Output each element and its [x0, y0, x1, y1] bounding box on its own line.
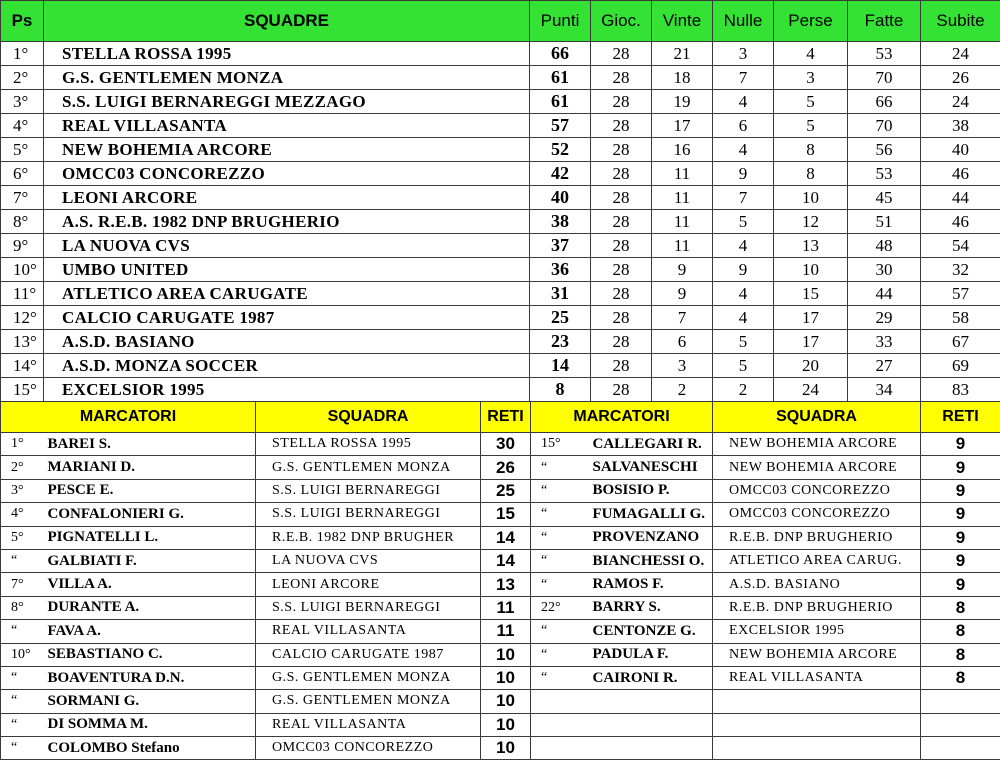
scorer-name: BARRY S.: [591, 596, 713, 619]
position-cell: 10°: [1, 258, 44, 282]
goals-for-cell: 66: [848, 90, 921, 114]
header-goals-against: Subite: [921, 1, 1000, 42]
standings-row: [1, 330, 1000, 354]
scorer-name: PESCE E.: [46, 479, 256, 502]
scorer-team: NEW BOHEMIA ARCORE: [713, 433, 921, 456]
position-cell: 6°: [1, 162, 44, 186]
standings-row: [1, 378, 1000, 402]
header-goals-right: RETI: [921, 402, 1000, 433]
scorer-name: MARIANI D.: [46, 456, 256, 479]
lost-cell: 8: [774, 138, 848, 162]
goals-for-cell: 56: [848, 138, 921, 162]
scorer-name: GALBIATI F.: [46, 549, 256, 572]
drawn-cell: 5: [713, 210, 774, 234]
scorer-position: [531, 737, 591, 760]
scorer-team: REAL VILLASANTA: [256, 713, 481, 736]
goals-against-cell: 58: [921, 306, 1000, 330]
goals-against-cell: 57: [921, 282, 1000, 306]
scorer-goals: 11: [481, 620, 531, 643]
scorer-name: COLOMBO Stefano: [46, 737, 256, 760]
scorer-position: 7°: [1, 573, 46, 596]
played-cell: 28: [591, 114, 652, 138]
scorer-position: “: [1, 737, 46, 760]
scorers-row: [1, 666, 1000, 689]
scorers-row: [1, 479, 1000, 502]
scorer-team: STELLA ROSSA 1995: [256, 433, 481, 456]
played-cell: 28: [591, 42, 652, 66]
goals-against-cell: 69: [921, 354, 1000, 378]
won-cell: 11: [652, 186, 713, 210]
scorers-row: [1, 503, 1000, 526]
standings-row: [1, 138, 1000, 162]
scorer-position: 1°: [1, 433, 46, 456]
scorer-team: OMCC03 CONCOREZZO: [713, 503, 921, 526]
won-cell: 3: [652, 354, 713, 378]
scorer-team: LA NUOVA CVS: [256, 549, 481, 572]
won-cell: 11: [652, 162, 713, 186]
goals-against-cell: 44: [921, 186, 1000, 210]
scorer-position: [531, 713, 591, 736]
team-name-cell: S.S. LUIGI BERNAREGGI MEZZAGO: [44, 90, 530, 114]
scorer-name: PROVENZANO: [591, 526, 713, 549]
scorer-goals: 10: [481, 666, 531, 689]
drawn-cell: 5: [713, 330, 774, 354]
scorers-row: [1, 713, 1000, 736]
scorer-team: G.S. GENTLEMEN MONZA: [256, 690, 481, 713]
scorer-goals: 10: [481, 737, 531, 760]
position-cell: 7°: [1, 186, 44, 210]
played-cell: 28: [591, 282, 652, 306]
won-cell: 17: [652, 114, 713, 138]
scorer-position: “: [1, 666, 46, 689]
drawn-cell: 4: [713, 234, 774, 258]
scorer-name: BAREI S.: [46, 433, 256, 456]
standings-row: [1, 162, 1000, 186]
scorer-name: PADULA F.: [591, 643, 713, 666]
scorer-name: BIANCHESSI O.: [591, 549, 713, 572]
scorer-position: 5°: [1, 526, 46, 549]
points-cell: 61: [530, 90, 591, 114]
standings-header-row: [1, 1, 1000, 42]
goals-for-cell: 70: [848, 114, 921, 138]
scorer-position: 15°: [531, 433, 591, 456]
scorer-name: BOSISIO P.: [591, 479, 713, 502]
played-cell: 28: [591, 378, 652, 402]
scorer-goals: 10: [481, 713, 531, 736]
header-drawn: Nulle: [713, 1, 774, 42]
goals-for-cell: 44: [848, 282, 921, 306]
position-cell: 2°: [1, 66, 44, 90]
standings-row: [1, 42, 1000, 66]
scorer-position: “: [531, 643, 591, 666]
lost-cell: 5: [774, 90, 848, 114]
standings-body: [1, 42, 1000, 402]
scorer-name: [591, 737, 713, 760]
goals-for-cell: 53: [848, 162, 921, 186]
points-cell: 37: [530, 234, 591, 258]
position-cell: 4°: [1, 114, 44, 138]
standings-row: [1, 234, 1000, 258]
team-name-cell: ATLETICO AREA CARUGATE: [44, 282, 530, 306]
team-name-cell: LEONI ARCORE: [44, 186, 530, 210]
scorer-name: SORMANI G.: [46, 690, 256, 713]
points-cell: 36: [530, 258, 591, 282]
points-cell: 38: [530, 210, 591, 234]
scorers-row: [1, 620, 1000, 643]
scorer-position: “: [531, 526, 591, 549]
points-cell: 31: [530, 282, 591, 306]
scorer-position: 22°: [531, 596, 591, 619]
goals-against-cell: 26: [921, 66, 1000, 90]
position-cell: 9°: [1, 234, 44, 258]
scorers-row: [1, 690, 1000, 713]
scorer-name: DURANTE A.: [46, 596, 256, 619]
lost-cell: 17: [774, 330, 848, 354]
goals-against-cell: 67: [921, 330, 1000, 354]
scorer-team: CALCIO CARUGATE 1987: [256, 643, 481, 666]
scorer-team: NEW BOHEMIA ARCORE: [713, 456, 921, 479]
points-cell: 61: [530, 66, 591, 90]
scorers-row: [1, 433, 1000, 456]
drawn-cell: 4: [713, 90, 774, 114]
scorer-team: [713, 713, 921, 736]
standings-row: [1, 114, 1000, 138]
scorer-team: G.S. GENTLEMEN MONZA: [256, 456, 481, 479]
goals-for-cell: 34: [848, 378, 921, 402]
drawn-cell: 7: [713, 66, 774, 90]
scorer-goals: 13: [481, 573, 531, 596]
points-cell: 25: [530, 306, 591, 330]
drawn-cell: 4: [713, 138, 774, 162]
header-team-left: SQUADRA: [256, 402, 481, 433]
goals-for-cell: 33: [848, 330, 921, 354]
points-cell: 66: [530, 42, 591, 66]
scorer-team: S.S. LUIGI BERNAREGGI: [256, 503, 481, 526]
scorer-position: “: [531, 479, 591, 502]
goals-for-cell: 30: [848, 258, 921, 282]
lost-cell: 17: [774, 306, 848, 330]
standings-row: [1, 354, 1000, 378]
scorer-team: R.E.B. 1982 DNP BRUGHER: [256, 526, 481, 549]
points-cell: 42: [530, 162, 591, 186]
scorer-goals: 10: [481, 643, 531, 666]
won-cell: 9: [652, 258, 713, 282]
scorer-position: 2°: [1, 456, 46, 479]
scorer-team: [713, 690, 921, 713]
scorer-name: VILLA A.: [46, 573, 256, 596]
standings-row: [1, 282, 1000, 306]
header-scorers-right: MARCATORI: [531, 402, 713, 433]
scorer-position: 8°: [1, 596, 46, 619]
won-cell: 2: [652, 378, 713, 402]
drawn-cell: 9: [713, 162, 774, 186]
scorer-position: [531, 690, 591, 713]
lost-cell: 10: [774, 258, 848, 282]
lost-cell: 3: [774, 66, 848, 90]
header-team: SQUADRE: [44, 1, 530, 42]
played-cell: 28: [591, 90, 652, 114]
scorer-goals: 8: [921, 596, 1000, 619]
scorer-team: [713, 737, 921, 760]
goals-against-cell: 38: [921, 114, 1000, 138]
won-cell: 11: [652, 234, 713, 258]
team-name-cell: A.S.D. MONZA SOCCER: [44, 354, 530, 378]
played-cell: 28: [591, 306, 652, 330]
scorers-row: [1, 737, 1000, 760]
scorer-name: FUMAGALLI G.: [591, 503, 713, 526]
played-cell: 28: [591, 258, 652, 282]
goals-for-cell: 27: [848, 354, 921, 378]
team-name-cell: STELLA ROSSA 1995: [44, 42, 530, 66]
header-scorers-left: MARCATORI: [1, 402, 256, 433]
scorer-goals: 9: [921, 503, 1000, 526]
scorers-row: [1, 596, 1000, 619]
scorer-goals: 9: [921, 573, 1000, 596]
position-cell: 12°: [1, 306, 44, 330]
points-cell: 8: [530, 378, 591, 402]
goals-against-cell: 46: [921, 210, 1000, 234]
goals-for-cell: 48: [848, 234, 921, 258]
team-name-cell: G.S. GENTLEMEN MONZA: [44, 66, 530, 90]
won-cell: 6: [652, 330, 713, 354]
drawn-cell: 7: [713, 186, 774, 210]
lost-cell: 4: [774, 42, 848, 66]
team-name-cell: NEW BOHEMIA ARCORE: [44, 138, 530, 162]
played-cell: 28: [591, 186, 652, 210]
goals-for-cell: 53: [848, 42, 921, 66]
scorer-team: ATLETICO AREA CARUG.: [713, 549, 921, 572]
goals-against-cell: 40: [921, 138, 1000, 162]
scorer-team: REAL VILLASANTA: [713, 666, 921, 689]
goals-against-cell: 24: [921, 42, 1000, 66]
scorer-team: S.S. LUIGI BERNAREGGI: [256, 479, 481, 502]
drawn-cell: 5: [713, 354, 774, 378]
drawn-cell: 4: [713, 306, 774, 330]
scorer-name: SEBASTIANO C.: [46, 643, 256, 666]
points-cell: 40: [530, 186, 591, 210]
scorer-team: G.S. GENTLEMEN MONZA: [256, 666, 481, 689]
scorer-goals: 30: [481, 433, 531, 456]
header-lost: Perse: [774, 1, 848, 42]
scorer-position: “: [531, 666, 591, 689]
scorer-goals: [921, 737, 1000, 760]
won-cell: 21: [652, 42, 713, 66]
header-played: Gioc.: [591, 1, 652, 42]
header-goals-left: RETI: [481, 402, 531, 433]
scorer-team: S.S. LUIGI BERNAREGGI: [256, 596, 481, 619]
scorer-team: A.S.D. BASIANO: [713, 573, 921, 596]
scorer-goals: 11: [481, 596, 531, 619]
scorer-position: 10°: [1, 643, 46, 666]
scorers-row: [1, 456, 1000, 479]
position-cell: 14°: [1, 354, 44, 378]
scorer-position: “: [531, 573, 591, 596]
won-cell: 16: [652, 138, 713, 162]
header-position: Ps: [1, 1, 44, 42]
scorer-team: OMCC03 CONCOREZZO: [256, 737, 481, 760]
points-cell: 14: [530, 354, 591, 378]
header-goals-for: Fatte: [848, 1, 921, 42]
lost-cell: 24: [774, 378, 848, 402]
scorer-name: SALVANESCHI: [591, 456, 713, 479]
scorers-body: [1, 433, 1000, 760]
scorer-goals: 9: [921, 433, 1000, 456]
won-cell: 11: [652, 210, 713, 234]
goals-against-cell: 46: [921, 162, 1000, 186]
played-cell: 28: [591, 234, 652, 258]
scorer-position: “: [531, 456, 591, 479]
team-name-cell: EXCELSIOR 1995: [44, 378, 530, 402]
scorer-name: BOAVENTURA D.N.: [46, 666, 256, 689]
team-name-cell: A.S. R.E.B. 1982 DNP BRUGHERIO: [44, 210, 530, 234]
scorer-goals: [921, 713, 1000, 736]
goals-against-cell: 32: [921, 258, 1000, 282]
scorers-row: [1, 643, 1000, 666]
scorer-team: OMCC03 CONCOREZZO: [713, 479, 921, 502]
position-cell: 5°: [1, 138, 44, 162]
standings-row: [1, 66, 1000, 90]
scorer-name: CONFALONIERI G.: [46, 503, 256, 526]
scorer-team: R.E.B. DNP BRUGHERIO: [713, 596, 921, 619]
scorer-goals: 25: [481, 479, 531, 502]
goals-against-cell: 54: [921, 234, 1000, 258]
scorers-row: [1, 526, 1000, 549]
scorer-team: REAL VILLASANTA: [256, 620, 481, 643]
goals-against-cell: 83: [921, 378, 1000, 402]
scorer-goals: 26: [481, 456, 531, 479]
scorer-goals: 10: [481, 690, 531, 713]
position-cell: 11°: [1, 282, 44, 306]
won-cell: 18: [652, 66, 713, 90]
scorer-position: “: [1, 713, 46, 736]
team-name-cell: CALCIO CARUGATE 1987: [44, 306, 530, 330]
lost-cell: 20: [774, 354, 848, 378]
scorer-goals: 15: [481, 503, 531, 526]
points-cell: 23: [530, 330, 591, 354]
scorer-team: EXCELSIOR 1995: [713, 620, 921, 643]
scorer-position: “: [1, 690, 46, 713]
scorers-header-row: [1, 402, 1000, 433]
lost-cell: 15: [774, 282, 848, 306]
played-cell: 28: [591, 138, 652, 162]
scorer-goals: 8: [921, 620, 1000, 643]
scorers-table: [0, 401, 1000, 760]
played-cell: 28: [591, 330, 652, 354]
points-cell: 57: [530, 114, 591, 138]
scorer-goals: 14: [481, 526, 531, 549]
team-name-cell: A.S.D. BASIANO: [44, 330, 530, 354]
scorer-position: “: [1, 620, 46, 643]
header-team-right: SQUADRA: [713, 402, 921, 433]
team-name-cell: LA NUOVA CVS: [44, 234, 530, 258]
scorer-name: CENTONZE G.: [591, 620, 713, 643]
scorer-position: 4°: [1, 503, 46, 526]
lost-cell: 13: [774, 234, 848, 258]
scorer-name: [591, 713, 713, 736]
goals-for-cell: 45: [848, 186, 921, 210]
scorer-position: “: [531, 620, 591, 643]
scorer-goals: 14: [481, 549, 531, 572]
drawn-cell: 6: [713, 114, 774, 138]
scorer-team: LEONI ARCORE: [256, 573, 481, 596]
standings-row: [1, 210, 1000, 234]
points-cell: 52: [530, 138, 591, 162]
scorer-goals: 9: [921, 526, 1000, 549]
scorer-name: DI SOMMA M.: [46, 713, 256, 736]
scorers-row: [1, 573, 1000, 596]
position-cell: 1°: [1, 42, 44, 66]
standings-row: [1, 258, 1000, 282]
scorer-goals: 9: [921, 549, 1000, 572]
scorer-name: CALLEGARI R.: [591, 433, 713, 456]
played-cell: 28: [591, 354, 652, 378]
position-cell: 13°: [1, 330, 44, 354]
played-cell: 28: [591, 66, 652, 90]
lost-cell: 5: [774, 114, 848, 138]
goals-for-cell: 51: [848, 210, 921, 234]
goals-against-cell: 24: [921, 90, 1000, 114]
scorer-position: “: [531, 503, 591, 526]
won-cell: 7: [652, 306, 713, 330]
header-won: Vinte: [652, 1, 713, 42]
drawn-cell: 2: [713, 378, 774, 402]
goals-for-cell: 29: [848, 306, 921, 330]
team-name-cell: REAL VILLASANTA: [44, 114, 530, 138]
scorer-position: “: [1, 549, 46, 572]
scorer-name: CAIRONI R.: [591, 666, 713, 689]
played-cell: 28: [591, 210, 652, 234]
header-points: Punti: [530, 1, 591, 42]
scorer-team: R.E.B. DNP BRUGHERIO: [713, 526, 921, 549]
drawn-cell: 4: [713, 282, 774, 306]
scorer-name: FAVA A.: [46, 620, 256, 643]
drawn-cell: 3: [713, 42, 774, 66]
scorers-row: [1, 549, 1000, 572]
team-name-cell: OMCC03 CONCOREZZO: [44, 162, 530, 186]
scorer-position: “: [531, 549, 591, 572]
position-cell: 3°: [1, 90, 44, 114]
scorer-goals: 9: [921, 479, 1000, 502]
lost-cell: 12: [774, 210, 848, 234]
won-cell: 19: [652, 90, 713, 114]
scorer-goals: [921, 690, 1000, 713]
team-name-cell: UMBO UNITED: [44, 258, 530, 282]
scorer-name: [591, 690, 713, 713]
lost-cell: 8: [774, 162, 848, 186]
played-cell: 28: [591, 162, 652, 186]
goals-for-cell: 70: [848, 66, 921, 90]
scorer-goals: 9: [921, 456, 1000, 479]
scorer-position: 3°: [1, 479, 46, 502]
drawn-cell: 9: [713, 258, 774, 282]
scorer-goals: 8: [921, 666, 1000, 689]
position-cell: 15°: [1, 378, 44, 402]
standings-row: [1, 90, 1000, 114]
won-cell: 9: [652, 282, 713, 306]
scorer-name: RAMOS F.: [591, 573, 713, 596]
scorer-team: NEW BOHEMIA ARCORE: [713, 643, 921, 666]
standings-row: [1, 186, 1000, 210]
scorer-goals: 8: [921, 643, 1000, 666]
position-cell: 8°: [1, 210, 44, 234]
standings-row: [1, 306, 1000, 330]
lost-cell: 10: [774, 186, 848, 210]
scorer-name: PIGNATELLI L.: [46, 526, 256, 549]
